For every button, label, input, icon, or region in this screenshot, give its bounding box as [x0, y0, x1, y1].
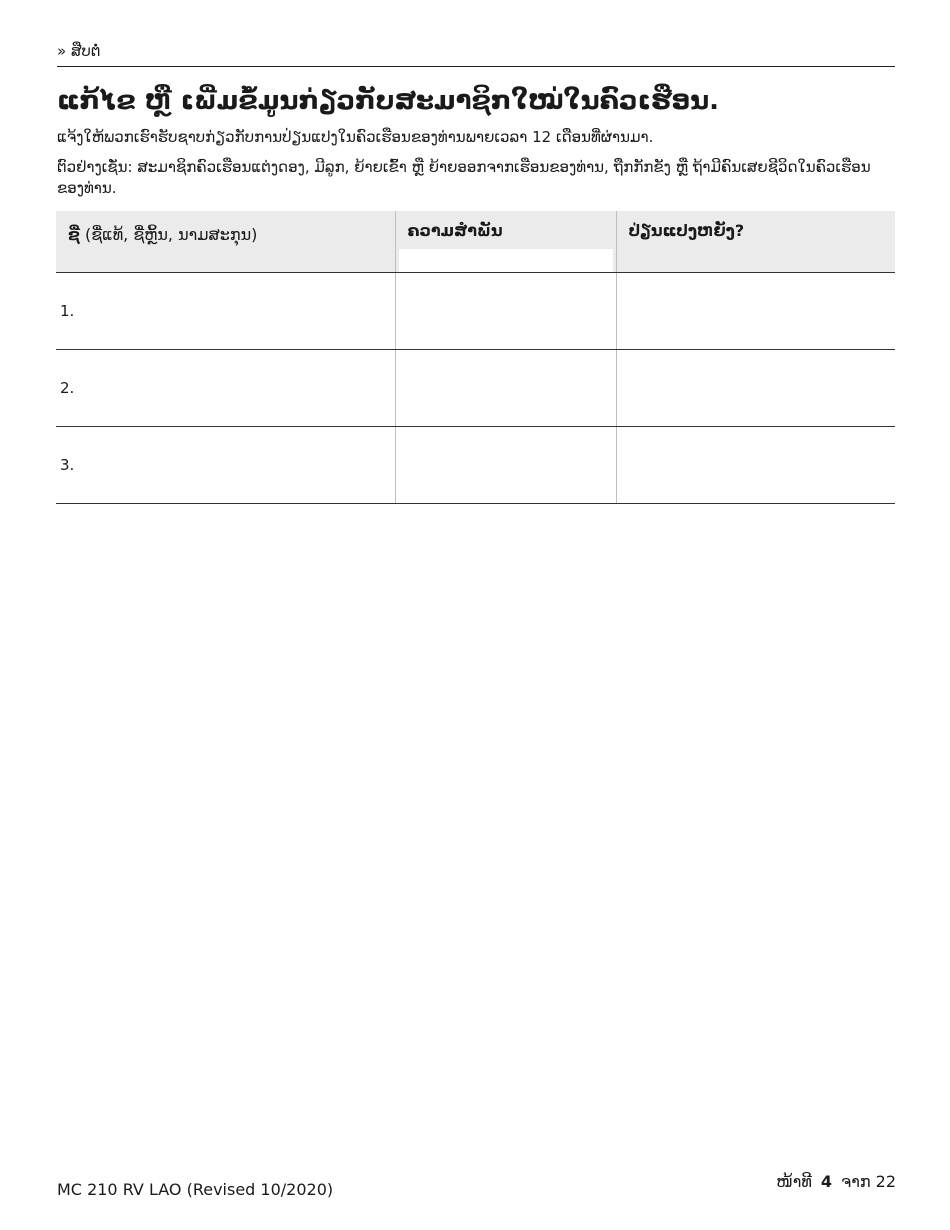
relationship-cell[interactable] — [395, 350, 616, 427]
form-identifier: MC 210 RV LAO (Revised 10/2020) — [57, 1180, 334, 1199]
column-header-name-note: (ຊື່ແທ້, ຊື່ຫຼິ້ນ, ນາມສະກຸນ) — [85, 225, 258, 244]
row-number: 3. — [60, 456, 75, 474]
column-header-relationship — [395, 211, 616, 273]
column-header-name-bold: ຊື່ — [68, 225, 80, 244]
section-examples: ຕົວຢ່າງເຊັ່ນ: ສະມາຊິກຄົວເຮືອນແຕ່ງດອງ, ມີລູກ, ຍ້າຍເຂົ້າ ຫຼື ຍ້າຍອອກຈາກເຮືອນຂອງທ່ານ, ຖືກກັກຂັງ ຫຼື ຖ້າມີຄົນເສຍຊີວິດໃນຄົວເຮືອນຂອງທ່ານ. — [57, 158, 871, 197]
table-row — [56, 273, 895, 350]
name-cell[interactable] — [56, 427, 395, 504]
continued-label: » ສືບຕໍ່ — [57, 42, 101, 60]
row-number: 1. — [60, 302, 75, 320]
table-header-row — [56, 211, 895, 273]
column-header-change: ປ່ຽນແປງຫຍັງ? — [616, 211, 895, 273]
column-header-relationship-label: ຄວາມສຳພັນ — [407, 221, 503, 240]
table-row — [56, 427, 895, 504]
table-row — [56, 350, 895, 427]
column-header-name — [56, 211, 395, 273]
relationship-cell[interactable] — [395, 427, 616, 504]
relationship-cell[interactable] — [395, 273, 616, 350]
relationship-header-field[interactable] — [399, 249, 613, 272]
change-cell[interactable] — [616, 350, 895, 427]
page-number — [776, 1172, 896, 1191]
page-total: 22 — [875, 1172, 896, 1191]
household-changes-table — [56, 211, 895, 504]
page-label: ໜ້າທີ — [776, 1172, 812, 1191]
section-title: ແກ້ໄຂ ຫຼື ເພີ່ມຂໍ້ມູນກ່ຽວກັບສະມາຊິກໃໝ່ໃນຄົວເຮືອນ. — [57, 86, 720, 116]
row-number: 2. — [60, 379, 75, 397]
change-cell[interactable] — [616, 273, 895, 350]
change-cell[interactable] — [616, 427, 895, 504]
name-cell[interactable] — [56, 350, 395, 427]
name-cell[interactable] — [56, 273, 395, 350]
page-current: 4 — [820, 1172, 833, 1191]
header-divider — [57, 66, 895, 67]
page-of-label: ຈາກ — [841, 1172, 871, 1191]
section-intro: ແຈ້ງໃຫ້ພວກເຮົາຮັບຊາບກ່ຽວກັບການປ່ຽນແປງໃນຄົວເຮືອນຂອງທ່ານພາຍເວລາ 12 ເດືອນທີ່ຜ່ານມາ. — [57, 128, 654, 146]
